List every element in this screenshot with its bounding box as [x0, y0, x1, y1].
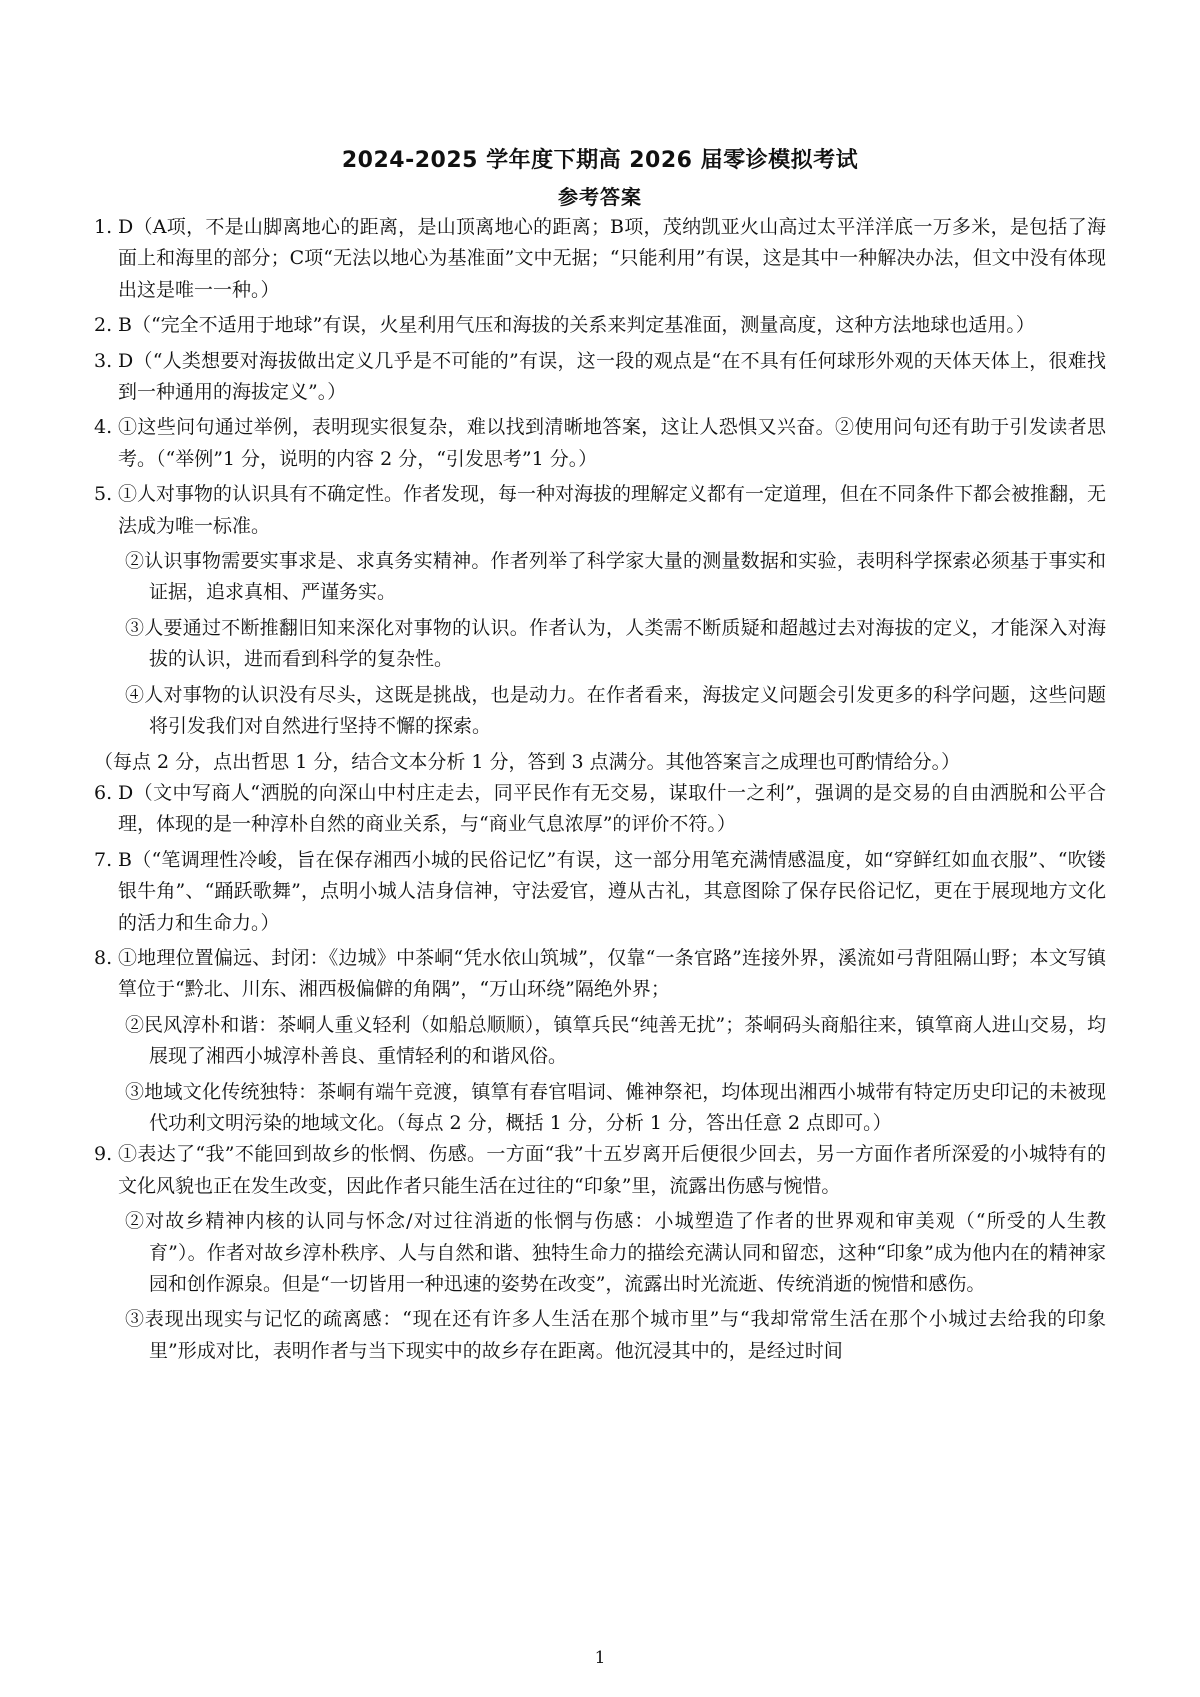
answer-5-point-4: ④人对事物的认识没有尽头，这既是挑战，也是动力。在作者看来，海拔定义问题会引发更多的科学问题，这些问题将引发我们对自然进行坚持不懈的探索。	[125, 683, 1106, 738]
answer-text: ①表达了“我”不能回到故乡的怅惘、伤感。一方面“我”十五岁离开后便很少回去，另一方面作者所深爱的小城特有的文化风貌也正在发生改变，因此作者只能生活在过往的“印象”里，流露出伤感与惋惜。	[118, 1143, 1106, 1197]
answer-number: 1.	[94, 216, 113, 238]
answer-number: 9.	[94, 1143, 113, 1166]
answer-number: 2.	[94, 314, 113, 337]
answer-text: B（“完全不适用于地球”有误，火星利用气压和海拔的关系来判定基准面，测量高度，这种方法地球也适用。）	[118, 314, 1035, 337]
answer-number: 5.	[94, 483, 113, 506]
answer-text: D（A项，不是山脚离地心的距离，是山顶离地心的距离；B项，茂纳凯亚火山高过太平洋洋底一万多米，是包括了海面上和海里的部分；C项“无法以地心为基准面”文中无据；“只能利用”有误，这是其中一种解决办法，但文中没有体现出这是唯一一种。）	[118, 216, 1106, 301]
answer-text: D（文中写商人“洒脱的向深山中村庄走去，同平民作有无交易，谋取什一之利”，强调的是交易的自由洒脱和公平合理，体现的是一种淳朴自然的商业关系，与“商业气息浓厚”的评价不符。）	[118, 781, 1106, 836]
answer-item-8	[94, 943, 1106, 1006]
page-title: 2024-2025 学年度下期高 2026 届零诊模拟考试	[341, 148, 859, 173]
answer-9-point-2: ②对故乡精神内核的认同与怀念/对过往消逝的怅惘与伤感：小城塑造了作者的世界观和审美观（“所受的人生教育”）。作者对故乡淳朴秩序、人与自然和谐、独特生命力的描绘充满认同和留恋，这种“印象”成为他内在的精神家园和创作源泉。但是“一切皆用一种迅速的姿势在改变”，流露出时光流逝、传统消逝的惋惜和感伤。	[125, 1210, 1106, 1295]
answer-number: 8.	[94, 946, 113, 969]
answer-number: 3.	[94, 349, 113, 372]
answer-text: ①这些问句通过举例，表明现实很复杂，难以找到清晰地答案，这让人恐惧又兴奋。②使用问句还有助于引发读者思考。（“举例”1 分，说明的内容 2 分，“引发思考”1 分。）	[118, 416, 1106, 470]
answer-number: 4.	[94, 416, 113, 439]
answer-number: 7.	[94, 848, 113, 871]
answer-text: D（“人类想要对海拔做出定义几乎是不可能的”有误，这一段的观点是“在不具有任何球形外观的天体天体上，很难找到一种通用的海拔定义”。）	[118, 349, 1106, 404]
page-subtitle: 参考答案	[558, 185, 642, 209]
answer-8-point-3: ③地域文化传统独特：茶峒有端午竞渡，镇筸有春官唱词、傩神祭祀，均体现出湘西小城带有特定历史印记的未被现代功利文明污染的地域文化。（每点 2 分，概括 1 分，分析 1 分，答出任意 2 点即可。）	[125, 1080, 1106, 1134]
answer-number: 6.	[94, 781, 113, 804]
answer-item-2	[94, 310, 1106, 341]
answer-item-9	[94, 1139, 1106, 1202]
answer-item-1	[94, 212, 1106, 306]
answer-item-4	[94, 412, 1106, 475]
answer-text: ①人对事物的认识具有不确定性。作者发现，每一种对海拔的理解定义都有一定道理，但在不同条件下都会被推翻，无法成为唯一标准。	[118, 483, 1107, 537]
answer-item-3	[94, 346, 1106, 409]
page-number: 1	[594, 1648, 606, 1668]
answer-5-point-3: ③人要通过不断推翻旧知来深化对事物的认识。作者认为，人类需不断质疑和超越过去对海拔的定义，才能深入对海拔的认识，进而看到科学的复杂性。	[125, 616, 1106, 671]
answer-8-point-2: ②民风淳朴和谐：茶峒人重义轻利（如船总顺顺），镇筸兵民“纯善无扰”；茶峒码头商船往来，镇筸商人进山交易，均展现了湘西小城淳朴善良、重情轻利的和谐风俗。	[125, 1013, 1106, 1068]
answer-text: ①地理位置偏远、封闭：《边城》中茶峒“凭水依山筑城”，仅靠“一条官路”连接外界，溪流如弓背阻隔山野；本文写镇筸位于“黔北、川东、湘西极偏僻的角隅”，“万山环绕”隔绝外界；	[118, 946, 1106, 1001]
answer-item-7	[94, 845, 1106, 939]
answer-item-6	[94, 778, 1106, 841]
answer-5-point-2: ②认识事物需要实事求是、求真务实精神。作者列举了科学家大量的测量数据和实验，表明科学探索必须基于事实和证据，追求真相、严谨务实。	[125, 550, 1106, 604]
answer-item-5	[94, 479, 1106, 542]
answer-list	[94, 212, 1106, 1367]
answer-9-point-3: ③表现出现实与记忆的疏离感：“现在还有许多人生活在那个城市里”与“我却常常生活在那个小城过去给我的印象里”形成对比，表明作者与当下现实中的故乡存在距离。他沉浸其中的，是经过时间	[125, 1308, 1106, 1362]
answer-5-scoring-note: （每点 2 分，点出哲思 1 分，结合文本分析 1 分，答到 3 点满分。其他答案言之成理也可酌情给分。）	[94, 750, 961, 773]
answer-text: B（“笔调理性冷峻，旨在保存湘西小城的民俗记忆”有误，这一部分用笔充满情感温度，如“穿鲜红如血衣服”、“吹镂银牛角”、“踊跃歌舞”，点明小城人洁身信神，守法爱官，遵从古礼，其意图除了保存民俗记忆，更在于展现地方文化的活力和生命力。）	[118, 848, 1106, 934]
